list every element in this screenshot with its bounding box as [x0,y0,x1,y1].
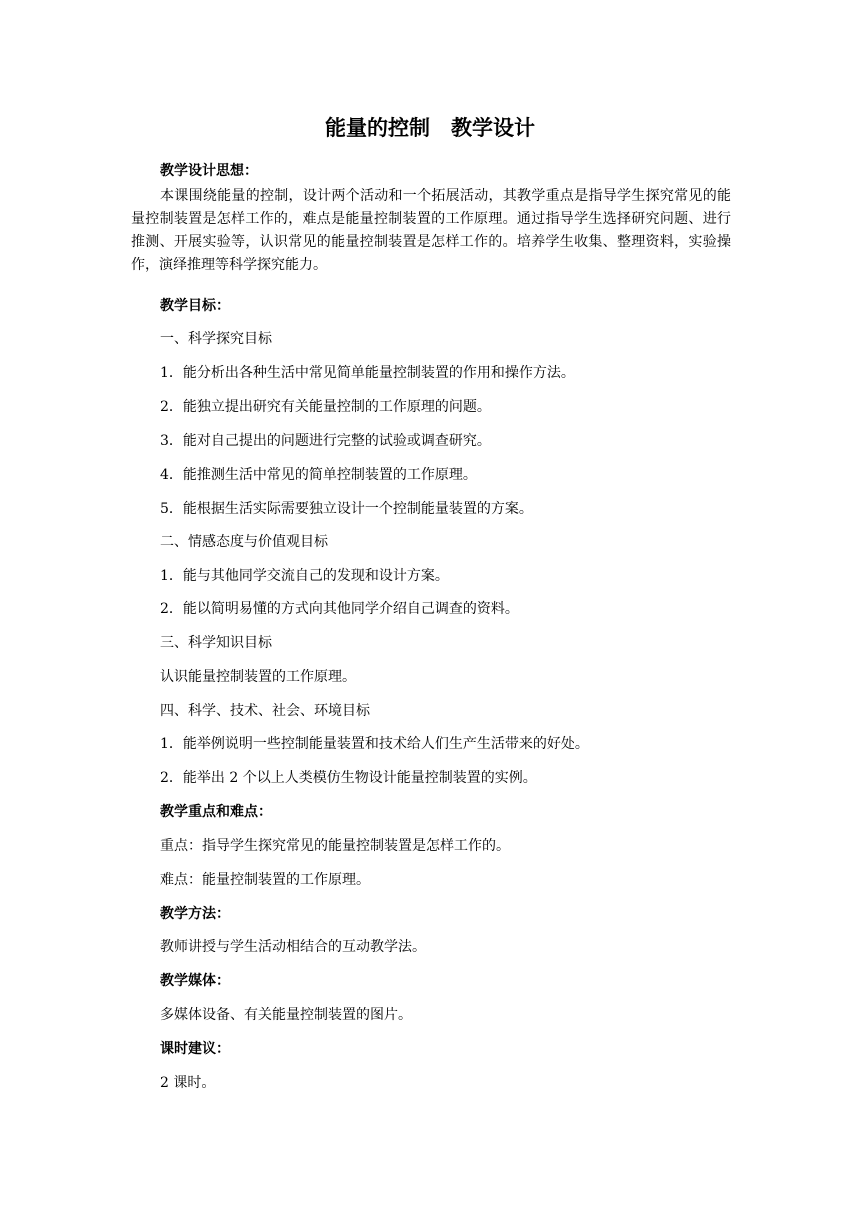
media-text: 多媒体设备、有关能量控制装置的图片。 [160,1007,412,1023]
document-title: 能量的控制 教学设计 [325,116,535,140]
goal4-item: 1．能举例说明一些控制能量装置和技术给人们生产生活带来的好处。 [160,736,589,752]
hours-text: 2 课时。 [160,1075,216,1091]
goal2-item: 2．能以简明易懂的方式向其他同学介绍自己调查的资料。 [160,601,519,617]
goal4-title: 四、科学、技术、社会、环境目标 [160,703,370,719]
key-heading: 教学重点和难点： [160,804,272,820]
goal4-item: 2．能举出 2 个以上人类模仿生物设计能量控制装置的实例。 [160,770,537,786]
difficult-point: 难点：能量控制装置的工作原理。 [160,872,370,888]
goal2-title: 二、情感态度与价值观目标 [160,534,328,550]
goal1-item: 2．能独立提出研究有关能量控制的工作原理的问题。 [160,399,491,415]
goal3-text: 认识能量控制装置的工作原理。 [160,669,356,685]
goal1-item: 3．能对自己提出的问题进行完整的试验或调查研究。 [160,433,491,449]
design-paragraph: 本课围绕能量的控制，设计两个活动和一个拓展活动，其教学重点是指导学生探究常见的能量控制装置是怎样工作的，难点是能量控制装置的工作原理。通过指导学生选择研究问题、进行推测、开展实验等，认识常见的能量控制装置是怎样工作的。培养学生收集、整理资料，实验操作，演绎推理等科学探究能力。 [131,188,731,273]
goal1-item: 1．能分析出各种生活中常见简单能量控制装置的作用和操作方法。 [160,365,575,381]
method-text: 教师讲授与学生活动相结合的互动教学法。 [160,939,426,955]
goal1-title: 一、科学探究目标 [160,331,272,347]
design-heading: 教学设计思想： [160,163,258,179]
goal1-item: 5．能根据生活实际需要独立设计一个控制能量装置的方案。 [160,501,533,517]
goal1-item: 4．能推测生活中常见的简单控制装置的工作原理。 [160,467,477,483]
method-heading: 教学方法： [160,906,230,922]
hours-heading: 课时建议： [160,1041,230,1057]
goal3-title: 三、科学知识目标 [160,635,272,651]
goal2-item: 1．能与其他同学交流自己的发现和设计方案。 [160,568,449,584]
media-heading: 教学媒体： [160,973,230,989]
goals-heading: 教学目标： [160,298,230,314]
key-point: 重点：指导学生探究常见的能量控制装置是怎样工作的。 [160,838,510,854]
